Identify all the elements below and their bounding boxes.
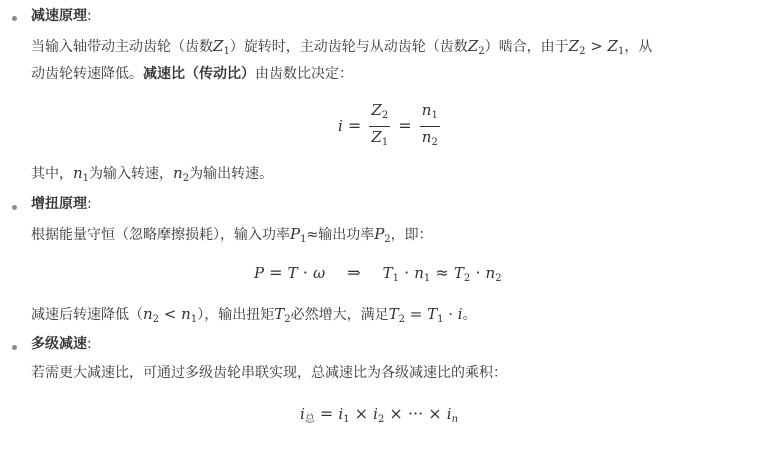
math-subscript: 1 [423,273,431,284]
math-symbol: ω [312,264,326,282]
math-symbol: T [287,264,298,282]
math-subscript: 2 [381,110,389,121]
math-operator: = [342,116,367,135]
math-symbol: P [290,225,301,243]
math-operator: · [443,305,458,323]
gear-ratio-formula [338,100,443,153]
math-symbol: Z [607,37,618,55]
math-subscript: 1 [381,137,389,148]
math-symbol: T [382,264,393,282]
text-run: ），输出扭矩 [197,307,275,323]
math-operator: ≈ [430,263,454,282]
bullet-icon [12,345,17,350]
math-symbol: T [453,264,464,282]
math-symbol: Z [213,37,224,55]
math-ellipsis: ··· [407,404,424,423]
math-symbol: n [73,164,83,182]
section-heading-line [31,6,92,27]
section-heading: 多级减速 [31,336,87,352]
math-operator: · [470,263,486,282]
text-run: ，即： [390,227,433,243]
text-run: 。 [462,307,477,323]
math-operator: · [297,263,313,282]
implies-arrow: ⇒ [347,263,361,282]
math-subscript: 1 [82,173,90,184]
math-operator: × [349,404,374,423]
math-symbol: i [300,405,305,423]
section-heading-line [31,194,92,215]
paragraph-line: 若需更大减速比，可通过多级齿轮串联实现，总减速比为各级减速比的乘积： [31,365,507,381]
total-ratio-formula [300,402,458,427]
math-operator: × [423,404,447,423]
math-subscript: 2 [377,414,385,425]
text-run: 其中， [31,166,73,182]
text-run: 由齿数比决定： [255,66,353,82]
math-symbol: P [374,225,385,243]
fraction [420,100,440,153]
text-run: 为输入转速， [89,166,174,182]
math-symbol: i [457,305,463,323]
math-symbol: i [446,405,452,423]
math-subscript: 2 [398,314,405,325]
math-subscript: n [451,414,459,425]
math-symbol: i [338,117,343,135]
paragraph-line [31,35,652,59]
text-run: 根据能量守恒（忽略摩擦损耗），输入功率 [31,227,290,243]
text-run: 动齿轮转速降低。 [31,66,143,82]
math-subscript: 2 [463,273,471,284]
math-symbol: Z [371,101,382,119]
math-symbol: n [485,264,496,282]
bold-text: 减速比（传动比） [143,66,255,82]
math-operator: = [264,263,288,282]
section-heading: 增扭原理 [31,196,87,212]
math-symbol: n [173,164,183,182]
math-symbol: P [254,264,265,282]
math-operator: × [384,404,408,423]
math-symbol: n [421,128,432,146]
text-run: ，从 [624,39,653,55]
math-subscript: 2 [284,314,291,325]
fraction-denominator [369,127,390,153]
paragraph-line [31,64,353,85]
power-torque-formula [254,261,502,286]
math-subscript: 1 [343,414,350,425]
math-operator: = [404,305,428,323]
math-subscript: 2 [579,46,586,57]
math-subscript: 2 [182,173,190,184]
fraction-denominator [420,127,440,153]
bullet-icon [12,205,17,210]
text-run: 当输入轴带动主动齿轮（齿数 [31,39,213,55]
math-operator: > [585,37,608,55]
fraction-numerator [420,100,440,127]
math-symbol: T [274,305,285,323]
math-symbol: Z [467,37,479,55]
fraction-numerator [369,100,390,127]
math-subscript: 1 [437,314,444,325]
math-symbol: n [421,101,432,119]
math-subscript: 1 [431,110,438,121]
math-subscript: 1 [392,273,399,284]
math-symbol: n [181,305,191,323]
math-operator: = [314,404,339,423]
math-operator: · [398,263,415,282]
math-symbol: T [427,305,438,323]
math-subscript: 1 [223,46,230,57]
math-symbol: Z [371,128,382,146]
text-run: 为输出转速。 [189,166,274,182]
math-subscript: 总 [304,414,315,425]
text-run: ）旋转时，主动齿轮与从动齿轮（齿数 [229,39,468,55]
math-subscript: 1 [190,314,198,325]
heading-colon: : [87,8,92,24]
math-operator: = [393,116,417,135]
math-subscript: 2 [431,137,438,148]
math-symbol: n [143,305,153,323]
math-symbol: T [388,305,399,323]
section-heading: 减速原理 [31,8,87,24]
math-subscript: 1 [617,46,625,57]
math-subscript: 2 [152,314,160,325]
math-operator: < [159,305,182,323]
math-subscript: 1 [300,234,307,245]
math-symbol: Z [568,37,580,55]
heading-colon: : [87,336,92,352]
text-run: ≈输出功率 [306,227,375,243]
fraction [369,100,390,153]
text-run: ）啮合，由于 [484,39,569,55]
math-subscript: 2 [478,46,485,57]
heading-colon: : [87,196,92,212]
text-run: 必然增大，满足 [290,307,389,323]
section-heading-line [31,334,92,355]
paragraph-line [31,223,433,247]
math-symbol: i [373,405,378,423]
math-subscript: 2 [384,234,391,245]
paragraph-line [31,162,273,186]
math-symbol: i [338,405,344,423]
text-run: 减速后转速降低（ [31,307,143,323]
paragraph-line [31,303,477,327]
bullet-icon [12,16,17,21]
math-subscript: 2 [495,273,502,284]
math-symbol: n [414,264,424,282]
